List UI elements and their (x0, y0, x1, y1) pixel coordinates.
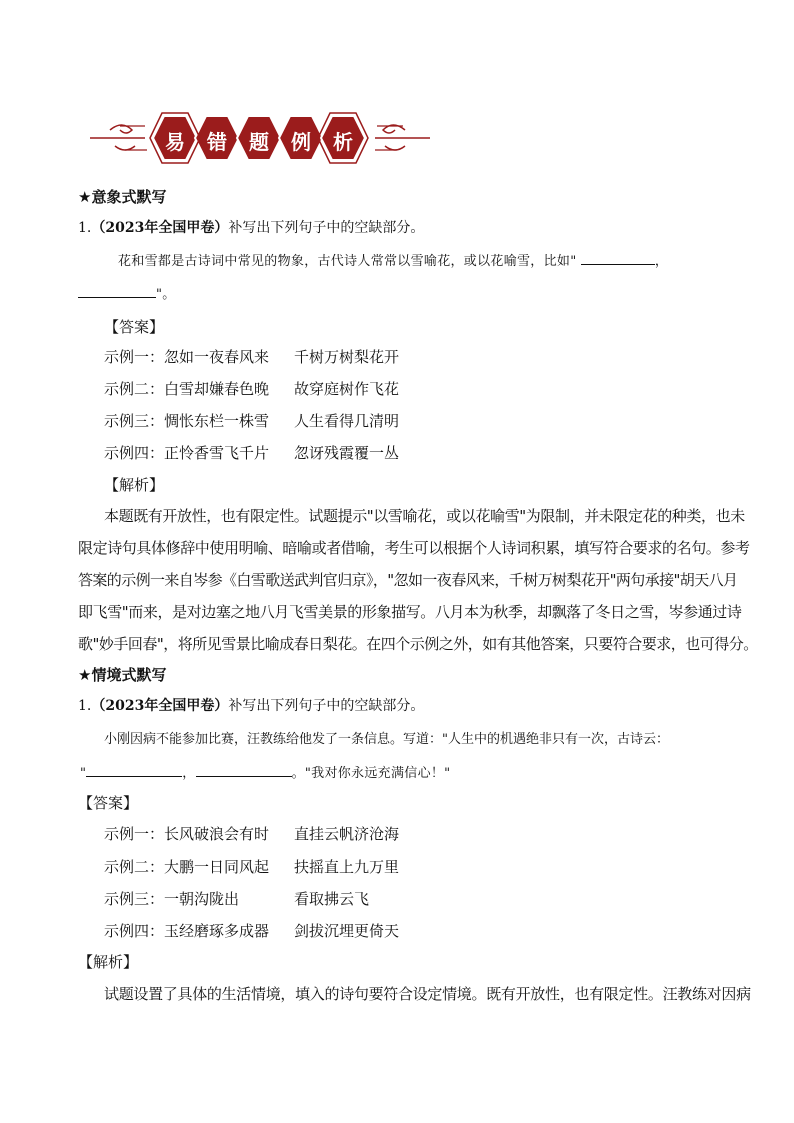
example-label: 示例二：白雪却嫌春色晚 (104, 380, 270, 398)
example-label: 示例一：长风破浪会有时 (104, 825, 270, 843)
analysis-line: 本题既有开放性，也有限定性。试题提示"以雪喻花，或以花喻雪"为限制，并未限定花的种类，也未 (104, 507, 745, 525)
example-label: 示例三：一朝沟陇出 (104, 890, 240, 908)
example-answer: 千树万树梨花开 (294, 348, 400, 366)
question-number: 1. (78, 220, 92, 236)
passage-line (80, 762, 450, 781)
analysis-tag: 【解析】 (104, 476, 165, 494)
passage-punct: "。 (156, 287, 176, 302)
analysis-line: 即飞雪"而来，是对边塞之地八月飞雪美景的形象描写。八月本为秋季，却飘落了冬日之雪，岑参通过诗 (78, 603, 742, 621)
example-label: 示例四：玉经磨琢多成器 (104, 922, 270, 940)
example-label: 示例四：正怜香雪飞千片 (104, 444, 270, 462)
example-answer: 人生看得几清明 (294, 412, 400, 430)
example-label: 示例二：大鹏一日同风起 (104, 858, 270, 876)
section-title: ★意象式默写 (78, 188, 167, 206)
analysis-tag: 【解析】 (78, 953, 139, 971)
example-answer: 忽讶残霞覆一丛 (294, 444, 400, 462)
example-answer: 剑拔沉埋更倚天 (294, 922, 400, 940)
question-source: （2023年全国甲卷） (91, 698, 229, 714)
banner-char: 析 (333, 130, 353, 154)
passage-punct: " (80, 766, 87, 781)
question-line (78, 217, 424, 237)
passage-punct: ， (654, 254, 669, 269)
example-label: 示例一：忽如一夜春风来 (104, 348, 270, 366)
answer-tag: 【答案】 (104, 318, 165, 336)
passage-text: 花和雪都是古诗词中常见的物象，古代诗人常常以雪喻花，或以花喻雪，比如" (118, 254, 577, 269)
banner-char: 例 (291, 130, 311, 154)
question-line (78, 695, 424, 715)
analysis-line: 答案的示例一来自岑参《白雪歌送武判官归京》，"忽如一夜春风来，千树万树梨花开"两句承接"胡天八月 (78, 571, 738, 589)
banner-char: 错 (207, 130, 227, 154)
analysis-line: 歌"妙手回春"，将所见雪景比喻成春日梨花。在四个示例之外，如有其他答案，只要符合要求，也可得分。 (78, 635, 758, 653)
passage-text: 。"我对你永远充满信心！" (291, 766, 451, 781)
example-answer: 直挂云帆济沧海 (294, 825, 400, 843)
section-title: ★情境式默写 (78, 666, 167, 684)
banner-char: 易 (165, 130, 185, 154)
answer-blank[interactable] (86, 762, 182, 777)
example-answer: 看取拂云飞 (294, 890, 370, 908)
banner-char: 题 (249, 130, 269, 154)
passage-punct: ， (182, 766, 196, 781)
example-answer: 故穿庭树作飞花 (294, 380, 400, 398)
analysis-line: 试题设置了具体的生活情境，填入的诗句要符合设定情境。既有开放性，也有限定性。汪教练对因病 (104, 985, 751, 1003)
example-answer: 扶摇直上九万里 (294, 858, 400, 876)
answer-blank[interactable] (581, 250, 655, 265)
question-source: （2023年全国甲卷） (91, 220, 229, 236)
question-number: 1. (78, 698, 92, 714)
example-label: 示例三：惆怅东栏一株雪 (104, 412, 270, 430)
answer-blank[interactable] (196, 762, 292, 777)
passage-line: 小刚因病不能参加比赛，汪教练给他发了一条信息。写道："人生中的机遇绝非只有一次，古诗云： (104, 732, 669, 747)
answer-blank[interactable] (78, 283, 156, 298)
question-text: 补写出下列句子中的空缺部分。 (228, 220, 425, 236)
answer-tag: 【答案】 (78, 794, 139, 812)
analysis-line: 限定诗句具体修辞中使用明喻、暗喻或者借喻，考生可以根据个人诗词积累，填写符合要求的名句。参考 (78, 539, 750, 557)
passage-line (118, 250, 668, 269)
passage-line (78, 283, 176, 302)
question-text: 补写出下列句子中的空缺部分。 (228, 698, 425, 714)
